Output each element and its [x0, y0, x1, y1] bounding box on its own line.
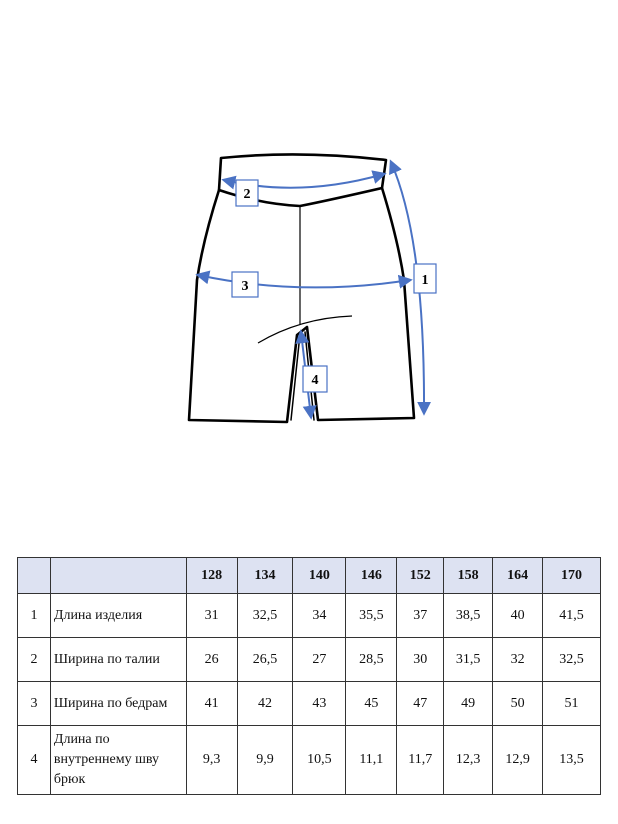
cell-value: 51	[543, 682, 601, 726]
marker-box-2	[236, 180, 258, 206]
marker-box-3	[232, 272, 258, 297]
cell-value: 42	[237, 682, 293, 726]
row-number: 3	[18, 682, 51, 726]
row-label: Длина изделия	[50, 594, 186, 638]
size-header: 140	[293, 558, 346, 594]
cell-value: 9,9	[237, 726, 293, 795]
cell-value: 11,7	[397, 726, 444, 795]
table-row	[18, 682, 601, 726]
shorts-measurement-diagram	[180, 148, 450, 433]
cell-value: 12,3	[444, 726, 493, 795]
cell-value: 26	[186, 638, 237, 682]
cell-value: 12,9	[493, 726, 543, 795]
cell-value: 43	[293, 682, 346, 726]
cell-value: 26,5	[237, 638, 293, 682]
cell-value: 10,5	[293, 726, 346, 795]
cell-value: 45	[346, 682, 397, 726]
size-header: 164	[493, 558, 543, 594]
header-empty-label	[50, 558, 186, 594]
size-header: 134	[237, 558, 293, 594]
size-header: 128	[186, 558, 237, 594]
row-number: 2	[18, 638, 51, 682]
cell-value: 27	[293, 638, 346, 682]
marker-box-1	[414, 264, 436, 293]
cell-value: 34	[293, 594, 346, 638]
table-row	[18, 594, 601, 638]
cell-value: 30	[397, 638, 444, 682]
table-row	[18, 726, 601, 795]
cell-value: 32,5	[237, 594, 293, 638]
cell-value: 40	[493, 594, 543, 638]
cell-value: 31	[186, 594, 237, 638]
cell-value: 37	[397, 594, 444, 638]
cell-value: 11,1	[346, 726, 397, 795]
header-empty-num	[18, 558, 51, 594]
row-number: 1	[18, 594, 51, 638]
size-header: 152	[397, 558, 444, 594]
cell-value: 28,5	[346, 638, 397, 682]
cell-value: 35,5	[346, 594, 397, 638]
cell-value: 31,5	[444, 638, 493, 682]
size-header: 170	[543, 558, 601, 594]
cell-value: 32,5	[543, 638, 601, 682]
cell-value: 41,5	[543, 594, 601, 638]
svg-text:4: 4	[311, 373, 319, 388]
svg-text:2: 2	[243, 187, 251, 202]
row-number: 4	[18, 726, 51, 795]
cell-value: 50	[493, 682, 543, 726]
table-row	[18, 638, 601, 682]
cell-value: 38,5	[444, 594, 493, 638]
svg-text:1: 1	[421, 273, 429, 288]
size-header: 146	[346, 558, 397, 594]
size-header-row	[18, 558, 601, 594]
svg-text:3: 3	[241, 279, 249, 294]
cell-value: 47	[397, 682, 444, 726]
cell-value: 49	[444, 682, 493, 726]
arrow-3-hips	[198, 275, 410, 287]
size-header: 158	[444, 558, 493, 594]
cell-value: 32	[493, 638, 543, 682]
cell-value: 13,5	[543, 726, 601, 795]
row-label: Ширина по талии	[50, 638, 186, 682]
row-label: Длина по внутреннему шву брюк	[50, 726, 186, 795]
row-label: Ширина по бедрам	[50, 682, 186, 726]
cell-value: 41	[186, 682, 237, 726]
marker-box-4	[303, 366, 327, 392]
cell-value: 9,3	[186, 726, 237, 795]
size-table	[17, 557, 601, 795]
